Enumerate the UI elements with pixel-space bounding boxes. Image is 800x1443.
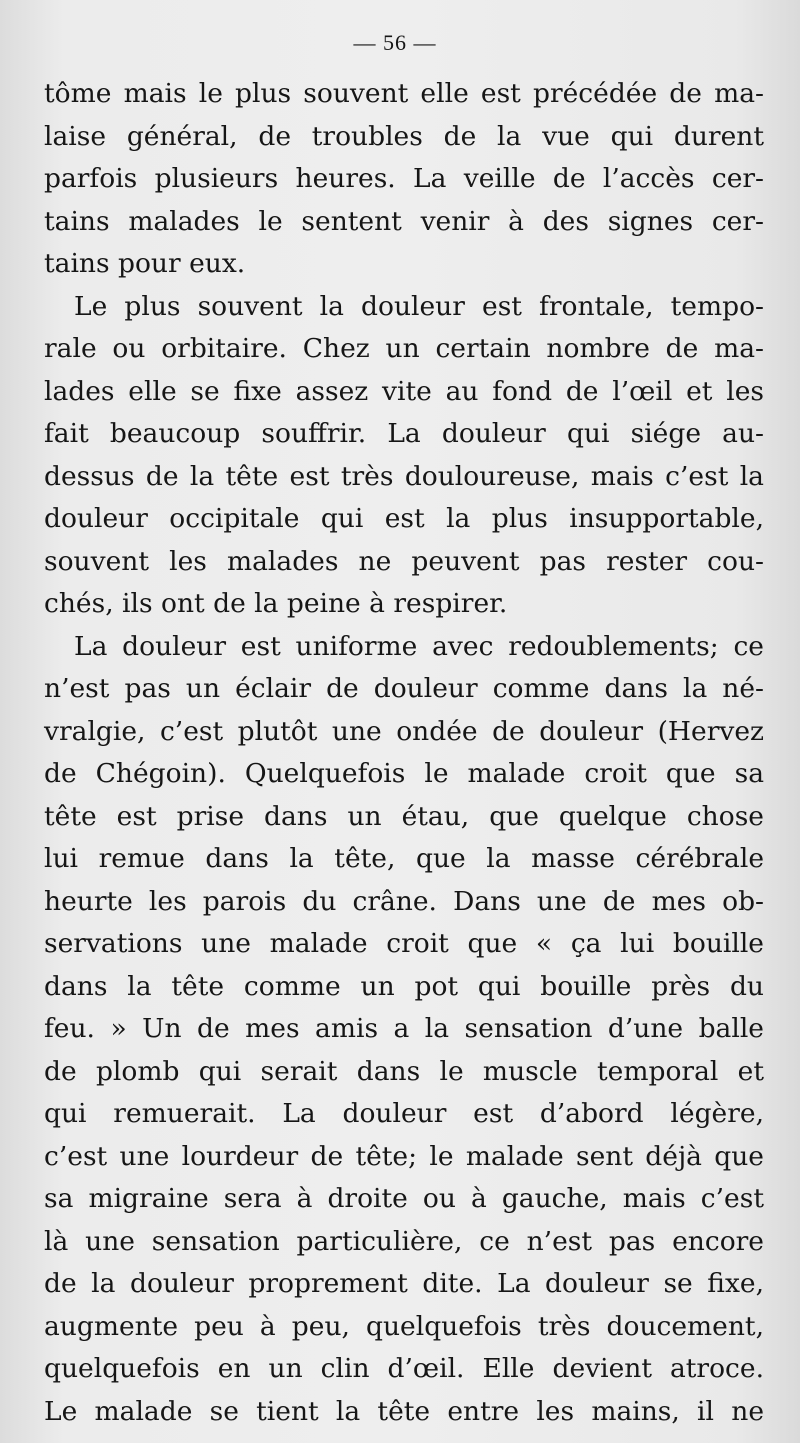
body-text [44, 73, 764, 1433]
text-line: de plomb qui serait dans le muscle temporal et [44, 1055, 764, 1087]
page-number: — 56 — [353, 30, 437, 55]
text-line: tôme mais le plus souvent elle est précédée de ma- [44, 78, 764, 109]
text-line: servations une malade croit que « ça lui bouille [44, 928, 764, 959]
text-line: là une sensation particulière, ce n’est pas encore [44, 1225, 764, 1257]
text-line: n’est pas un éclair de douleur comme dans la né- [44, 673, 764, 704]
text-line: augmente peu à peu, quelquefois très doucement, [44, 1310, 764, 1342]
text-line: quelquefois en un clin d’œil. Elle devient atroce. [44, 1353, 764, 1384]
text-line: vralgie, c’est plutôt une ondée de douleur (Hervez [44, 715, 764, 747]
text-line: laise général, de troubles de la vue qui durent [44, 120, 764, 152]
text-line: parfois plusieurs heures. La veille de l’accès cer- [44, 163, 764, 194]
text-line: lui remue dans la tête, que la masse cérébrale [44, 843, 764, 874]
text-line: de la douleur proprement dite. La douleur se fixe, [44, 1268, 764, 1299]
paragraph-first-line: La douleur est uniforme avec redoublements; ce [74, 630, 764, 662]
text-line: de Chégoin). Quelquefois le malade croit que sa [44, 758, 764, 789]
text-line: dessus de la tête est très douloureuse, mais c’est la [44, 460, 764, 492]
text-line: dans la tête comme un pot qui bouille près du [44, 970, 764, 1002]
text-line: douleur occipitale qui est la plus insupportable, [44, 503, 764, 534]
text-line: chés, ils ont de la peine à respirer. [44, 588, 508, 619]
text-line: Le malade se tient la tête entre les mains, il ne [44, 1395, 764, 1427]
text-line: tête est prise dans un étau, que quelque chose [44, 800, 764, 832]
paragraph-first-line: Le plus souvent la douleur est frontale, tempo- [74, 290, 764, 322]
text-line: feu. » Un de mes amis a la sensation d’une balle [44, 1013, 764, 1044]
text-line: qui remuerait. La douleur est d’abord légère, [44, 1098, 764, 1129]
text-line: heurte les parois du crâne. Dans une de mes ob- [44, 885, 764, 917]
text-line: sa migraine sera à droite ou à gauche, mais c’est [44, 1183, 764, 1214]
text-line: lades elle se fixe assez vite au fond de l’œil et les [44, 375, 764, 407]
text-line: tains malades le sentent venir à des signes cer- [44, 205, 764, 237]
text-line: c’est une lourdeur de tête; le malade sent déjà que [44, 1140, 764, 1172]
text-line: tains pour eux. [44, 248, 246, 279]
text-line: souvent les malades ne peuvent pas rester cou- [44, 545, 764, 577]
text-line: fait beaucoup souffrir. La douleur qui siége au- [44, 418, 764, 449]
text-line: rale ou orbitaire. Chez un certain nombre de ma- [44, 333, 764, 364]
